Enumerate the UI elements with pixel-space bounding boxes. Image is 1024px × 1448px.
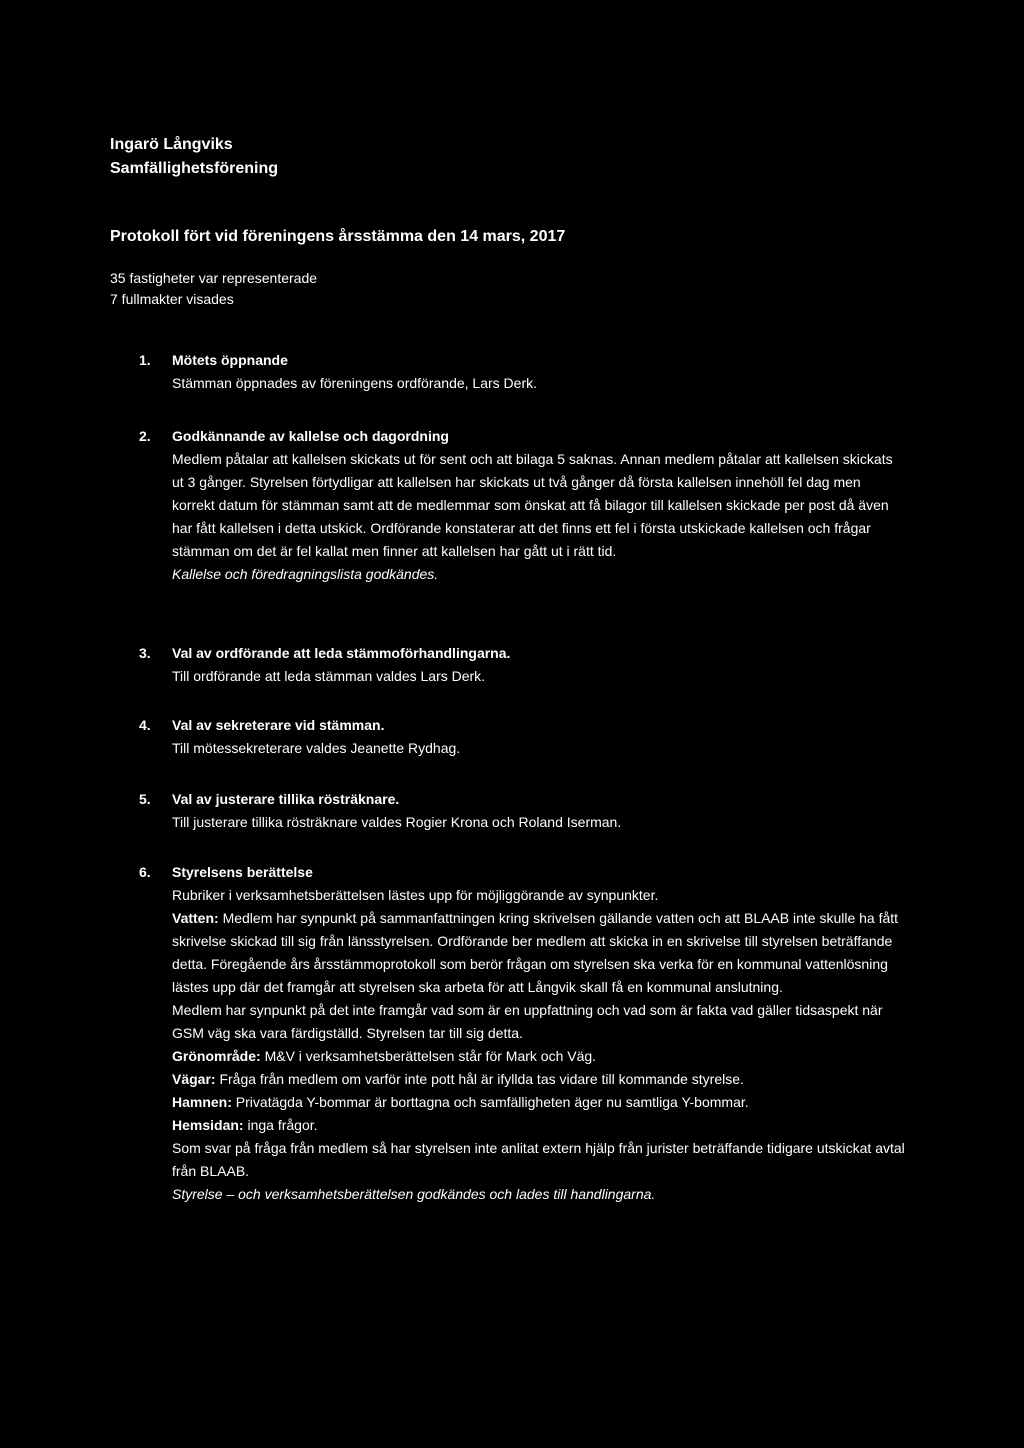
water-paragraph	[172, 907, 907, 999]
website-label: Hemsidan:	[172, 1117, 244, 1133]
item-body	[172, 349, 907, 395]
item-text: Till mötessekreterare valdes Jeanette Rydhag.	[172, 740, 461, 756]
attendance-info	[110, 268, 317, 310]
item-heading: Val av ordförande att leda stämmoförhandlingarna.	[172, 645, 511, 661]
harbour-text: Privatägda Y-bommar är borttagna och samfälligheten äger nu samtliga Y-bommar.	[231, 1094, 749, 1110]
item-number: 1.	[139, 352, 151, 368]
item-number: 6.	[139, 864, 151, 880]
item-heading: Val av justerare tillika rösträknare.	[172, 791, 400, 807]
item-number: 4.	[139, 717, 151, 733]
item-number: 3.	[139, 645, 151, 661]
item-number: 2.	[139, 428, 151, 444]
item-text: Medlem påtalar att kallelsen skickats ut för sent och att bilaga 5 saknas. Annan medlem påtalar att kallelsen skickats ut 3 gånger. Styrelsen förtydligar att kallelsen har skickats ut två gånger då första kallelsen innehöll fel dag men korrekt datum för stämman samt att de medlemmar som önskat att få bilagor till kallelsen skickade per post då även har fått kallelsen i detta utskick. Ordförande konstaterar att det finns ett fel i första utskickade kallelsen och frågar stämman om det är fel kallat men finner att kallelsen har gått ut i rätt tid.	[172, 451, 893, 559]
website-paragraph	[172, 1114, 907, 1137]
item-text: Stämman öppnades av föreningens ordförande, Lars Derk.	[172, 375, 537, 391]
item-heading: Mötets öppnande	[172, 352, 288, 368]
properties-represented: 35 fastigheter var representerade	[110, 270, 318, 286]
website-text: inga frågor.	[243, 1117, 318, 1133]
harbour-paragraph	[172, 1091, 907, 1114]
green-area-paragraph	[172, 1045, 907, 1068]
harbour-label: Hamnen:	[172, 1094, 232, 1110]
legal-help-paragraph: Som svar på fråga från medlem så har styrelsen inte anlitat extern hjälp från jurister beträffande tidigare utskickat avtal från BLAAB.	[172, 1140, 905, 1179]
green-area-text: M&V i verksamhetsberättelsen står för Mark och Väg.	[260, 1048, 597, 1064]
item-body	[172, 642, 907, 688]
green-area-label: Grönområde:	[172, 1048, 261, 1064]
proxies-shown: 7 fullmakter visades	[110, 291, 234, 307]
document-title: Protokoll fört vid föreningens årsstämma den 14 mars, 2017	[110, 228, 566, 245]
item-body	[172, 788, 907, 834]
item-heading: Godkännande av kallelse och dagordning	[172, 428, 449, 444]
organization-name-line-1: Ingarö Långviks	[110, 136, 233, 153]
item-body	[172, 714, 907, 760]
item-heading: Styrelsens berättelse	[172, 864, 313, 880]
organization-name	[110, 133, 278, 181]
item-intro: Rubriker i verksamhetsberättelsen lästes upp för möjliggörande av synpunkter.	[172, 887, 659, 903]
water-label: Vatten:	[172, 910, 219, 926]
item-heading: Val av sekreterare vid stämman.	[172, 717, 385, 733]
item-decision: Kallelse och föredragningslista godkändes.	[172, 566, 439, 582]
roads-text: Fråga från medlem om varför inte pott hål är ifyllda tas vidare till kommande styrelse.	[215, 1071, 744, 1087]
item-body	[172, 861, 907, 1206]
item-text: Till ordförande att leda stämman valdes Lars Derk.	[172, 668, 486, 684]
item-body	[172, 425, 907, 586]
water-text: Medlem har synpunkt på sammanfattningen kring skrivelsen gällande vatten och att BLAAB inte skulle ha fått skrivelse skickad till sig från länsstyrelsen. Ordförande ber medlem att skicka in en skrivelse till styrelsen beträffande detta. Föregående års årsstämmoprotokoll som berör frågan om styrelsen ska verka för en kommunal vattenlösning lästes upp där det framgår att styrelsen ska arbeta för att Långvik skall få en kommunal anslutning.	[172, 910, 899, 995]
roads-label: Vägar:	[172, 1071, 216, 1087]
organization-name-line-2: Samfällighetsförening	[110, 160, 279, 177]
item-text: Till justerare tillika rösträknare valdes Rogier Krona och Roland Iserman.	[172, 814, 622, 830]
gsm-paragraph: Medlem har synpunkt på det inte framgår vad som är en uppfattning och vad som är fakta vad gäller tidsaspekt när GSM väg ska vara färdigställd. Styrelsen tar till sig detta.	[172, 1002, 883, 1041]
item-decision: Styrelse – och verksamhetsberättelsen godkändes och lades till handlingarna.	[172, 1186, 656, 1202]
item-number: 5.	[139, 791, 151, 807]
roads-paragraph	[172, 1068, 907, 1091]
